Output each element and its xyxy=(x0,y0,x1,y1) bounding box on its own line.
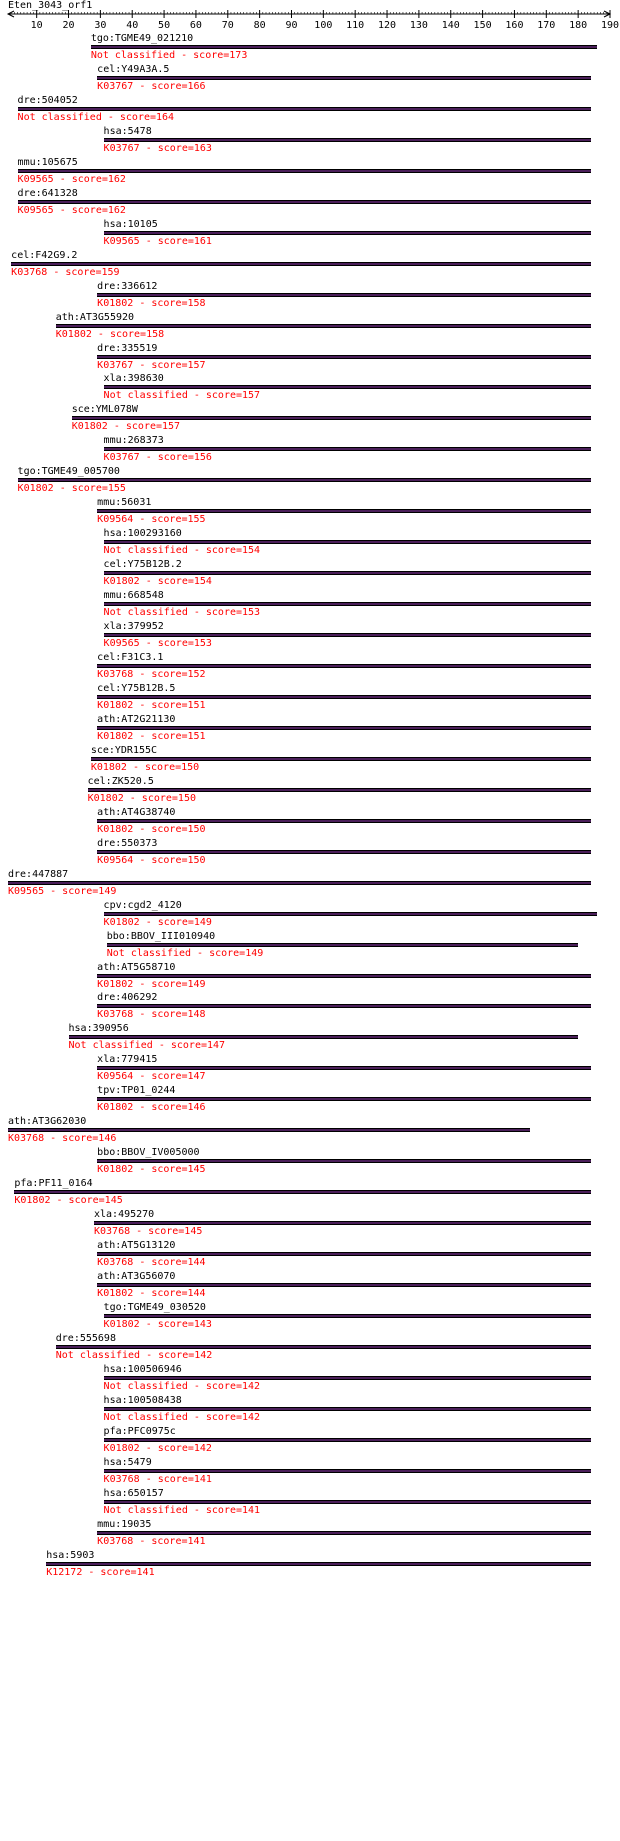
hit-name[interactable]: hsa:5479 xyxy=(103,1456,152,1468)
hit-classification: K03768 - score=146 xyxy=(8,1133,117,1145)
hit-classification: Not classified - score=164 xyxy=(17,111,175,123)
axis-tick-label: 150 xyxy=(473,20,492,31)
hit-alignment-bar[interactable] xyxy=(104,1314,591,1318)
hit-name[interactable]: bbo:BBOV_IV005000 xyxy=(97,1147,200,1159)
hit-classification: K01802 - score=150 xyxy=(90,761,200,773)
hit-name[interactable]: hsa:5903 xyxy=(46,1549,95,1561)
hit-alignment-bar[interactable] xyxy=(97,974,591,978)
hit-classification: K01802 - score=157 xyxy=(71,421,181,433)
hit-alignment-bar[interactable] xyxy=(97,1283,591,1287)
hit-classification: K03768 - score=141 xyxy=(97,1535,206,1547)
axis-tick-label: 90 xyxy=(285,20,298,31)
hit-classification: Not classified - score=157 xyxy=(103,390,261,402)
axis-tick-label: 70 xyxy=(221,20,234,31)
hit-name[interactable]: cel:F31C3.1 xyxy=(97,652,164,663)
hit-classification: K01802 - score=149 xyxy=(97,978,206,990)
hit-alignment-bar[interactable] xyxy=(56,324,591,328)
hit-classification: Not classified - score=142 xyxy=(103,1411,261,1423)
hit-name[interactable]: hsa:5478 xyxy=(103,125,152,137)
hit-name[interactable]: tgo:TGME49_030520 xyxy=(103,1301,206,1313)
hit-name[interactable]: ath:AT3G62030 xyxy=(8,1116,87,1128)
axis-tick-label: 40 xyxy=(126,20,139,31)
hit-alignment-bar[interactable] xyxy=(104,231,591,235)
hit-alignment-bar[interactable] xyxy=(8,881,591,885)
hit-alignment-bar[interactable] xyxy=(18,169,591,173)
hit-alignment-bar[interactable] xyxy=(11,262,591,266)
hit-name[interactable]: mmu:56031 xyxy=(97,497,152,509)
hit-classification: K03768 - score=141 xyxy=(103,1473,212,1485)
hit-classification: Not classified - score=142 xyxy=(103,1380,261,1392)
hit-alignment-bar[interactable] xyxy=(56,1345,591,1349)
hit-name[interactable]: dre:550373 xyxy=(97,837,158,849)
hit-name[interactable]: ath:AT3G56070 xyxy=(97,1271,176,1282)
hit-name[interactable]: dre:447887 xyxy=(8,868,69,880)
hit-name[interactable]: dre:406292 xyxy=(97,992,158,1004)
hit-alignment-bar[interactable] xyxy=(104,633,591,637)
hit-classification: K12172 - score=141 xyxy=(46,1566,155,1578)
axis-tick-label: 100 xyxy=(314,20,333,31)
hit-alignment-bar[interactable] xyxy=(104,385,591,389)
hit-classification: Not classified - score=154 xyxy=(103,545,261,557)
axis-tick-label: 110 xyxy=(346,20,365,31)
hit-classification: K03768 - score=144 xyxy=(97,1257,206,1269)
hit-alignment-bar[interactable] xyxy=(97,76,591,80)
hit-name[interactable]: hsa:390956 xyxy=(68,1023,129,1035)
axis-tick-label: 10 xyxy=(30,20,43,31)
hit-classification: K09564 - score=155 xyxy=(97,514,206,526)
hit-classification: Not classified - score=173 xyxy=(90,50,248,61)
hit-name[interactable]: pfa:PFC0975c xyxy=(103,1425,176,1437)
axis-tick-label: 80 xyxy=(253,20,266,31)
hit-alignment-bar[interactable] xyxy=(104,912,598,916)
hit-classification: K01802 - score=149 xyxy=(103,916,212,928)
hit-alignment-bar[interactable] xyxy=(91,45,597,49)
hit-name[interactable]: pfa:PF11_0164 xyxy=(14,1178,93,1190)
hit-classification: K09565 - score=162 xyxy=(17,173,126,185)
hit-classification: K01802 - score=143 xyxy=(103,1318,212,1330)
hit-alignment-bar[interactable] xyxy=(104,602,591,606)
hit-classification: K01802 - score=145 xyxy=(14,1195,123,1207)
hit-name[interactable]: hsa:100506946 xyxy=(103,1363,182,1375)
hit-name[interactable]: xla:779415 xyxy=(97,1054,158,1066)
hit-name[interactable]: ath:AT5G58710 xyxy=(97,961,176,973)
hit-name[interactable]: dre:504052 xyxy=(17,94,78,106)
hit-alignment-bar[interactable] xyxy=(18,107,591,111)
hit-name[interactable]: mmu:268373 xyxy=(103,435,164,447)
hit-alignment-bar[interactable] xyxy=(97,509,591,513)
axis-tick-label: 130 xyxy=(409,20,428,31)
hit-alignment-bar[interactable] xyxy=(97,355,591,359)
hit-alignment-bar[interactable] xyxy=(18,478,591,482)
hit-classification: Not classified - score=153 xyxy=(103,607,261,619)
hit-classification: K09564 - score=150 xyxy=(97,854,206,866)
hit-name[interactable]: mmu:19035 xyxy=(97,1518,152,1530)
hit-name[interactable]: xla:379952 xyxy=(103,621,164,633)
hit-alignment-bar[interactable] xyxy=(104,571,591,575)
hit-classification: K03767 - score=156 xyxy=(103,452,212,464)
hit-alignment-bar[interactable] xyxy=(104,447,591,451)
hit-alignment-bar[interactable] xyxy=(97,726,591,730)
hit-name[interactable]: tgo:TGME49_021210 xyxy=(90,33,194,44)
hit-name[interactable]: hsa:100293160 xyxy=(103,528,182,540)
hit-alignment-bar[interactable] xyxy=(97,1004,591,1008)
hit-classification: K01802 - score=142 xyxy=(103,1442,212,1454)
hit-name[interactable]: mmu:668548 xyxy=(103,590,164,602)
axis-tick-label: 20 xyxy=(62,20,75,31)
hit-alignment-bar[interactable] xyxy=(104,1407,591,1411)
hit-alignment-bar[interactable] xyxy=(91,757,591,761)
hit-name[interactable]: sce:YML078W xyxy=(71,404,138,416)
hit-classification: K09565 - score=149 xyxy=(8,885,117,897)
axis-tick-label: 60 xyxy=(189,20,202,31)
hit-alignment-bar[interactable] xyxy=(97,1159,591,1163)
hit-classification: K01802 - score=145 xyxy=(97,1164,206,1176)
hit-name[interactable]: cel:Y75B12B.5 xyxy=(97,682,176,694)
hit-classification: Not classified - score=141 xyxy=(103,1504,261,1516)
hit-name[interactable]: dre:555698 xyxy=(55,1332,116,1344)
hit-name[interactable]: ath:AT5G13120 xyxy=(97,1240,176,1252)
hit-alignment-bar[interactable] xyxy=(14,1190,591,1194)
hit-alignment-bar[interactable] xyxy=(107,943,578,947)
hit-classification: K09565 - score=162 xyxy=(17,204,126,216)
hit-alignment-bar[interactable] xyxy=(97,695,591,699)
hit-alignment-bar[interactable] xyxy=(18,200,591,204)
hit-name[interactable]: cel:Y49A3A.5 xyxy=(97,63,170,75)
hit-name[interactable]: dre:336612 xyxy=(97,280,158,292)
hit-alignment-bar[interactable] xyxy=(46,1562,591,1566)
hit-classification: K01802 - score=144 xyxy=(97,1288,206,1299)
hit-name[interactable]: cel:F42G9.2 xyxy=(11,249,78,261)
hit-name[interactable]: ath:AT4G38740 xyxy=(97,806,176,818)
hit-classification: K03768 - score=159 xyxy=(11,266,120,278)
hit-classification: K03768 - score=145 xyxy=(94,1226,203,1238)
hit-name[interactable]: ath:AT3G55920 xyxy=(55,311,135,323)
hit-classification: K03768 - score=148 xyxy=(97,1009,206,1021)
hit-classification: K03768 - score=152 xyxy=(97,669,206,680)
hit-alignment-bar[interactable] xyxy=(97,1531,591,1535)
hit-classification: K01802 - score=158 xyxy=(97,297,206,309)
hit-alignment-bar[interactable] xyxy=(97,1097,591,1101)
hit-classification: K01802 - score=154 xyxy=(103,576,212,588)
query-title: Eten_3043_orf1 xyxy=(8,0,93,11)
hit-classification: Not classified - score=147 xyxy=(68,1040,226,1052)
hit-name[interactable]: tgo:TGME49_005700 xyxy=(17,466,120,478)
hit-alignment-bar[interactable] xyxy=(97,819,591,823)
hit-name[interactable]: sce:YDR155C xyxy=(90,744,158,756)
hit-alignment-bar[interactable] xyxy=(97,293,591,297)
hit-classification: K09565 - score=153 xyxy=(103,638,212,650)
hit-name[interactable]: cel:Y75B12B.2 xyxy=(103,559,182,571)
hit-name[interactable]: dre:641328 xyxy=(17,187,78,199)
axis-tick-label: 30 xyxy=(94,20,107,31)
hit-alignment-bar[interactable] xyxy=(88,788,591,792)
axis-tick-label: 140 xyxy=(441,20,460,31)
hit-name[interactable]: bbo:BBOV_III010940 xyxy=(106,930,216,942)
hit-name[interactable]: cpv:cgd2_4120 xyxy=(103,899,182,911)
hit-name[interactable]: hsa:100508438 xyxy=(103,1394,182,1406)
hit-alignment-bar[interactable] xyxy=(97,1252,591,1256)
hit-alignment-bar[interactable] xyxy=(97,1066,591,1070)
hit-alignment-bar[interactable] xyxy=(104,1500,591,1504)
hit-classification: K01802 - score=150 xyxy=(87,792,196,804)
hit-name[interactable]: ath:AT2G21130 xyxy=(97,713,176,725)
axis-tick-label: 180 xyxy=(569,20,588,31)
hit-name[interactable]: mmu:105675 xyxy=(17,156,78,168)
hit-classification: K01802 - score=150 xyxy=(97,823,206,835)
hit-classification: K03767 - score=166 xyxy=(97,80,206,92)
hit-alignment-bar[interactable] xyxy=(104,540,591,544)
hit-alignment-bar[interactable] xyxy=(97,664,591,668)
hit-classification: K01802 - score=146 xyxy=(97,1102,206,1114)
hit-classification: K03767 - score=157 xyxy=(97,359,206,371)
axis-tick-label: 190 xyxy=(600,20,620,31)
hit-classification: Not classified - score=142 xyxy=(55,1349,213,1361)
hit-classification: K01802 - score=151 xyxy=(97,699,206,711)
hit-alignment-bar[interactable] xyxy=(104,1469,591,1473)
hit-alignment-bar[interactable] xyxy=(69,1035,579,1039)
hit-alignment-bar[interactable] xyxy=(104,1376,591,1380)
axis-tick-label: 120 xyxy=(378,20,397,31)
hit-name[interactable]: dre:335519 xyxy=(97,342,158,354)
hit-classification: K01802 - score=151 xyxy=(97,730,206,742)
hit-classification: K09564 - score=147 xyxy=(97,1071,206,1083)
axis-tick-label: 170 xyxy=(537,20,556,31)
hit-name[interactable]: xla:398630 xyxy=(103,373,164,385)
hit-alignment-bar[interactable] xyxy=(97,850,591,854)
hit-alignment-bar[interactable] xyxy=(94,1221,591,1225)
hit-classification: K01802 - score=155 xyxy=(17,483,126,495)
hit-classification: K01802 - score=158 xyxy=(55,328,165,340)
hit-classification: K09565 - score=161 xyxy=(103,235,212,247)
hit-alignment-bar[interactable] xyxy=(104,138,591,142)
axis-tick-label: 160 xyxy=(505,20,524,31)
hit-name[interactable]: cel:ZK520.5 xyxy=(87,775,154,787)
axis-tick-label: 50 xyxy=(158,20,171,31)
hit-alignment-bar[interactable] xyxy=(72,416,591,420)
hit-name[interactable]: xla:495270 xyxy=(94,1209,155,1221)
hit-name[interactable]: hsa:10105 xyxy=(103,218,158,230)
hit-classification: K03767 - score=163 xyxy=(103,142,212,154)
hit-name[interactable]: hsa:650157 xyxy=(103,1487,164,1499)
hit-alignment-bar[interactable] xyxy=(8,1128,530,1132)
hit-alignment-bar[interactable] xyxy=(104,1438,591,1442)
hit-name[interactable]: tpv:TP01_0244 xyxy=(97,1085,176,1097)
hit-classification: Not classified - score=149 xyxy=(106,947,264,959)
